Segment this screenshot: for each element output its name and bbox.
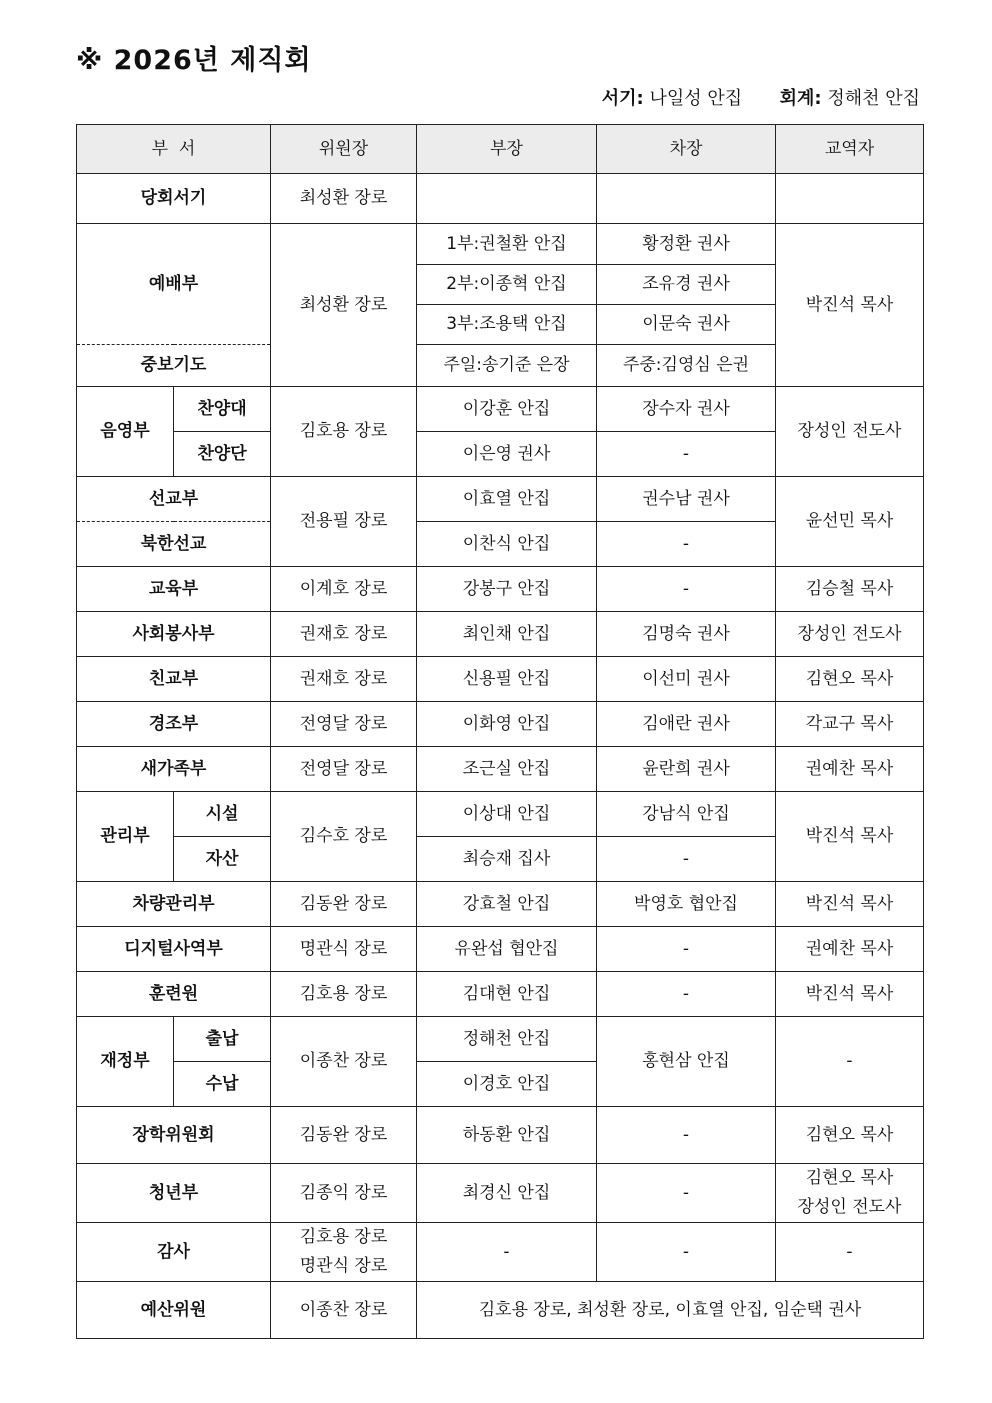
deputy-cell: 윤란희 권사 <box>597 747 776 792</box>
deputy-cell: - <box>597 972 776 1017</box>
deputy-cell: - <box>597 1164 776 1223</box>
dept-cell: 관리부 <box>77 792 174 882</box>
chair-cell: 전영달 장로 <box>271 702 417 747</box>
deputy-cell: 조유경 권사 <box>597 265 776 305</box>
header-chair: 위원장 <box>271 125 417 174</box>
dept-cell: 친교부 <box>77 657 271 702</box>
dept-cell: 재정부 <box>77 1017 174 1107</box>
chair-cell: 이계호 장로 <box>271 567 417 612</box>
secretary-label: 서기: <box>601 88 644 109</box>
pastor-cell: 윤선민 목사 <box>776 477 924 567</box>
deputy-cell: - <box>597 522 776 567</box>
pastor-cell <box>776 174 924 224</box>
head-cell: - <box>417 1223 597 1282</box>
deputy-cell: 홍현삼 안집 <box>597 1017 776 1107</box>
head-cell: 주일:송기준 은장 <box>417 345 597 387</box>
deputy-cell: 강남식 안집 <box>597 792 776 837</box>
pastor-cell: 박진석 목사 <box>776 224 924 387</box>
deputy-cell: - <box>597 567 776 612</box>
head-cell: 유완섭 협안집 <box>417 927 597 972</box>
pastor-cell: 박진석 목사 <box>776 882 924 927</box>
head-cell: 최승재 집사 <box>417 837 597 882</box>
table-row <box>77 927 924 972</box>
pastor-line: 장성인 전도사 <box>797 1197 902 1217</box>
chair-cell: 명관식 장로 <box>271 927 417 972</box>
table-row <box>77 1017 924 1062</box>
table-row <box>77 612 924 657</box>
committee-table <box>76 124 924 1339</box>
head-cell: 최경신 안집 <box>417 1164 597 1223</box>
subdept-cell: 찬양대 <box>174 387 271 432</box>
dept-cell: 훈련원 <box>77 972 271 1017</box>
table-row <box>77 702 924 747</box>
dept-cell: 청년부 <box>77 1164 271 1223</box>
chair-cell: 이종찬 장로 <box>271 1017 417 1107</box>
header-deputy: 차장 <box>597 125 776 174</box>
chair-cell: 김종익 장로 <box>271 1164 417 1223</box>
head-cell: 김대현 안집 <box>417 972 597 1017</box>
head-cell: 정해천 안집 <box>417 1017 597 1062</box>
table-row <box>77 1223 924 1282</box>
dept-cell: 차량관리부 <box>77 882 271 927</box>
deputy-cell: 박영호 협안집 <box>597 882 776 927</box>
table-row <box>77 792 924 837</box>
pastor-cell: 김현오 목사 <box>776 657 924 702</box>
head-cell: 조근실 안집 <box>417 747 597 792</box>
chair-line: 명관식 장로 <box>299 1256 388 1276</box>
chair-cell: 김호용 장로 <box>271 387 417 477</box>
chair-cell: 권재호 장로 <box>271 612 417 657</box>
header-pastor: 교역자 <box>776 125 924 174</box>
dept-cell: 예산위원 <box>77 1282 271 1339</box>
pastor-cell: 김승철 목사 <box>776 567 924 612</box>
subdept-cell: 시설 <box>174 792 271 837</box>
head-cell: 이찬식 안집 <box>417 522 597 567</box>
table-row <box>77 387 924 432</box>
deputy-cell: 황정환 권사 <box>597 224 776 265</box>
subdept-cell: 찬양단 <box>174 432 271 477</box>
pastor-cell: 박진석 목사 <box>776 792 924 882</box>
table-row <box>77 657 924 702</box>
members-cell: 김호용 장로, 최성환 장로, 이효열 안집, 임순택 권사 <box>417 1282 924 1339</box>
head-cell <box>417 174 597 224</box>
head-cell: 이화영 안집 <box>417 702 597 747</box>
pastor-cell: 각교구 목사 <box>776 702 924 747</box>
pastor-cell <box>776 1164 924 1223</box>
table-row <box>77 747 924 792</box>
officer-roles <box>602 84 920 110</box>
dept-cell: 디지털사역부 <box>77 927 271 972</box>
head-cell: 이은영 권사 <box>417 432 597 477</box>
chair-cell: 김호용 장로 <box>271 972 417 1017</box>
pastor-cell: - <box>776 1223 924 1282</box>
pastor-cell: 권예찬 목사 <box>776 747 924 792</box>
chair-cell: 이종찬 장로 <box>271 1282 417 1339</box>
head-cell: 1부:권철환 안집 <box>417 224 597 265</box>
chair-cell: 권재호 장로 <box>271 657 417 702</box>
pastor-line: 김현오 목사 <box>805 1168 894 1188</box>
dept-cell: 음영부 <box>77 387 174 477</box>
chair-cell: 전용필 장로 <box>271 477 417 567</box>
table-row <box>77 1282 924 1339</box>
chair-cell <box>271 1223 417 1282</box>
dept-cell: 감사 <box>77 1223 271 1282</box>
head-cell: 3부:조용택 안집 <box>417 305 597 345</box>
subdept-cell: 북한선교 <box>77 522 271 567</box>
deputy-cell: 김명숙 권사 <box>597 612 776 657</box>
head-cell: 강봉구 안집 <box>417 567 597 612</box>
head-cell: 이효열 안집 <box>417 477 597 522</box>
head-cell: 2부:이종혁 안집 <box>417 265 597 305</box>
dept-cell: 새가족부 <box>77 747 271 792</box>
chair-cell: 최성환 장로 <box>271 224 417 387</box>
dept-cell: 선교부 <box>77 477 271 522</box>
deputy-cell: 이문숙 권사 <box>597 305 776 345</box>
pastor-cell: 김현오 목사 <box>776 1107 924 1164</box>
chair-cell: 전영달 장로 <box>271 747 417 792</box>
table-row <box>77 567 924 612</box>
head-cell: 이강훈 안집 <box>417 387 597 432</box>
deputy-cell: 이선미 권사 <box>597 657 776 702</box>
deputy-cell: 장수자 권사 <box>597 387 776 432</box>
table-header-row <box>77 125 924 174</box>
dept-cell: 사회봉사부 <box>77 612 271 657</box>
table-row <box>77 972 924 1017</box>
pastor-cell: - <box>776 1017 924 1107</box>
pastor-cell: 박진석 목사 <box>776 972 924 1017</box>
chair-line: 김호용 장로 <box>299 1227 388 1247</box>
dept-cell: 경조부 <box>77 702 271 747</box>
table-row <box>77 1107 924 1164</box>
header-head: 부장 <box>417 125 597 174</box>
pastor-cell: 권예찬 목사 <box>776 927 924 972</box>
table-row <box>77 477 924 522</box>
head-cell: 하동환 안집 <box>417 1107 597 1164</box>
head-cell: 최인채 안집 <box>417 612 597 657</box>
pastor-cell: 장성인 전도사 <box>776 387 924 477</box>
secretary-name: 나일성 안집 <box>649 88 743 109</box>
treasurer-name: 정해천 안집 <box>827 88 920 109</box>
deputy-cell: - <box>597 432 776 477</box>
chair-cell: 김동완 장로 <box>271 1107 417 1164</box>
deputy-cell: - <box>597 1223 776 1282</box>
chair-cell: 김수호 장로 <box>271 792 417 882</box>
table-row <box>77 1164 924 1223</box>
deputy-cell: - <box>597 837 776 882</box>
chair-cell: 최성환 장로 <box>271 174 417 224</box>
deputy-cell <box>597 174 776 224</box>
dept-cell: 당회서기 <box>77 174 271 224</box>
dept-cell: 예배부 <box>77 224 271 345</box>
head-cell: 신용필 안집 <box>417 657 597 702</box>
table-row <box>77 174 924 224</box>
deputy-cell: 주중:김영심 은권 <box>597 345 776 387</box>
chair-cell: 김동완 장로 <box>271 882 417 927</box>
head-cell: 강효철 안집 <box>417 882 597 927</box>
deputy-cell: - <box>597 1107 776 1164</box>
table-row <box>77 882 924 927</box>
deputy-cell: - <box>597 927 776 972</box>
table-row <box>77 224 924 265</box>
subdept-cell: 출납 <box>174 1017 271 1062</box>
deputy-cell: 권수남 권사 <box>597 477 776 522</box>
subdept-cell: 수납 <box>174 1062 271 1107</box>
dept-cell: 장학위원회 <box>77 1107 271 1164</box>
head-cell: 이상대 안집 <box>417 792 597 837</box>
dept-cell: 교육부 <box>77 567 271 612</box>
pastor-cell: 장성인 전도사 <box>776 612 924 657</box>
head-cell: 이경호 안집 <box>417 1062 597 1107</box>
header-dept: 부 서 <box>77 125 271 174</box>
treasurer-label: 회계: <box>779 88 822 109</box>
subdept-cell: 자산 <box>174 837 271 882</box>
deputy-cell: 김애란 권사 <box>597 702 776 747</box>
subdept-cell: 중보기도 <box>77 345 271 387</box>
page-title: ※ 2026년 제직회 <box>76 45 312 76</box>
